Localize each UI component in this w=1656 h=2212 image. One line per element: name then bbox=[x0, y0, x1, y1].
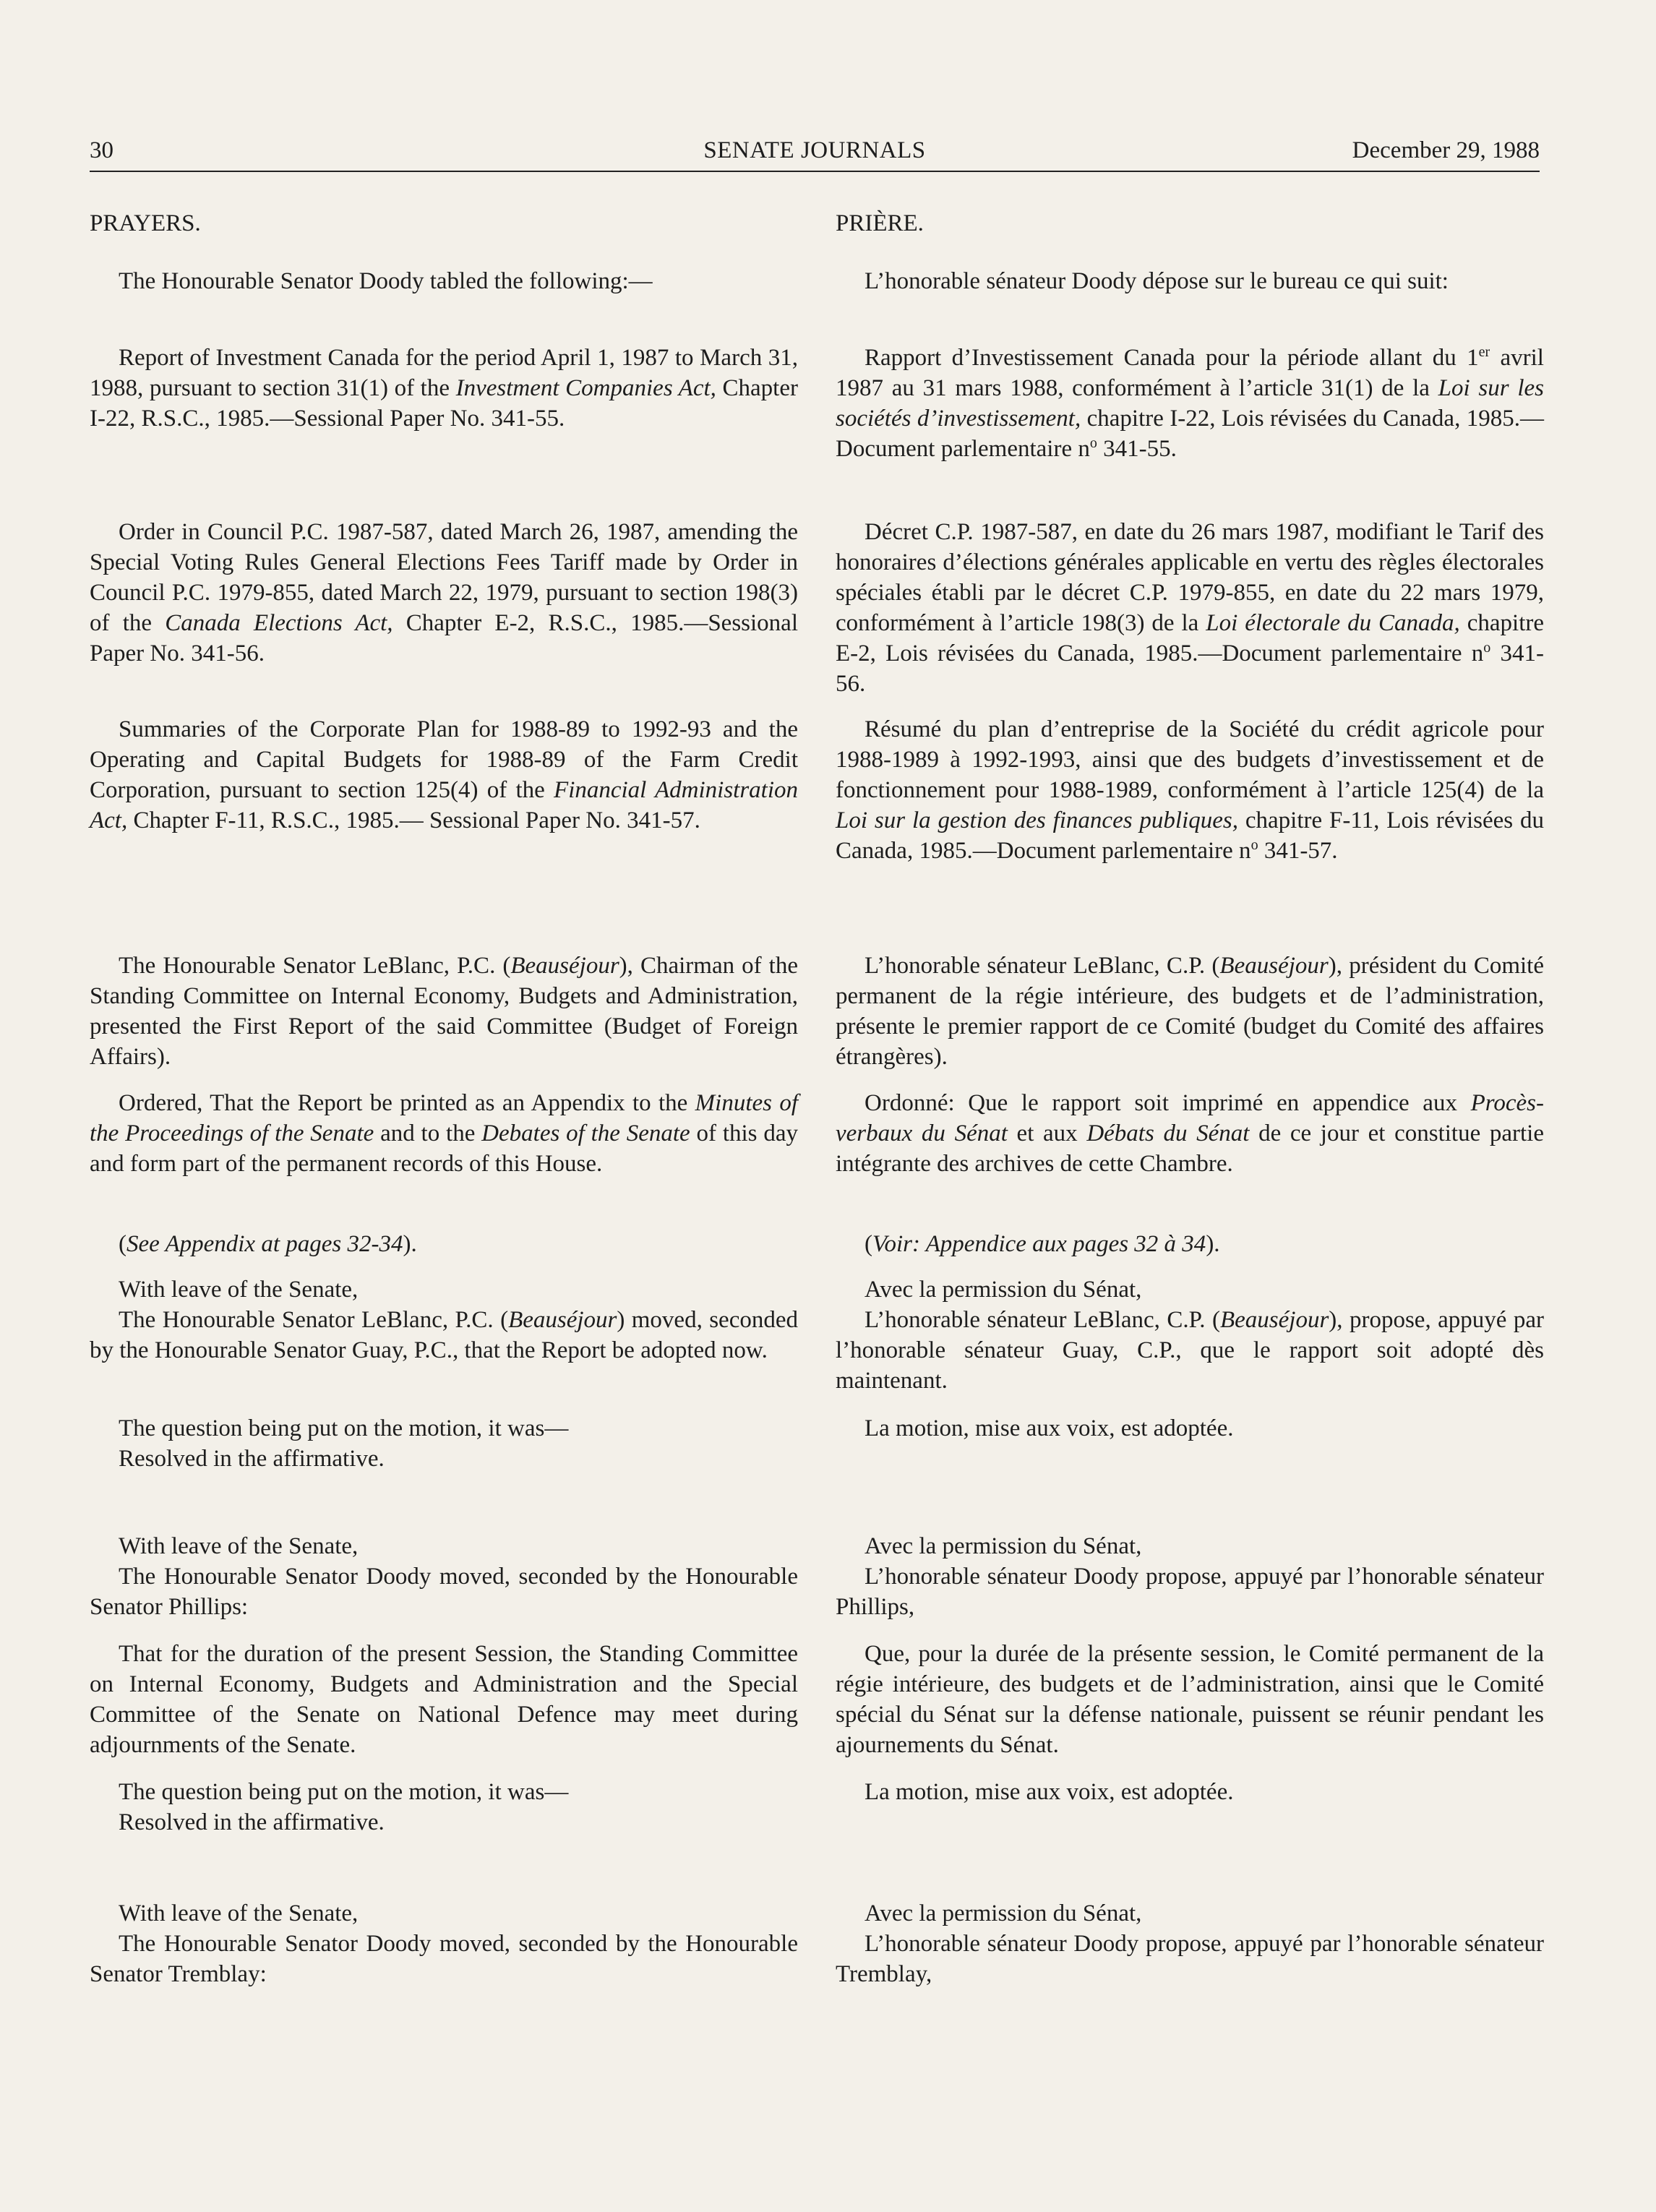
journal-date: December 29, 1988 bbox=[1352, 137, 1540, 163]
motion-tremblay: With leave of the Senate, The Honourable Senator Doody moved, seconded by the Honourable Senator Tremblay: bbox=[90, 1900, 798, 1987]
header-rule bbox=[90, 171, 1540, 172]
document-341-57: Résumé du plan d’entreprise de la Société du crédit agricole pour 1988-1989 à 1992-1993, ainsi que des budgets d’investissement et de fonctionnement pour 1988-1989, conformément à l’article 125(4) de la Loi sur la gestion des finances publiques, chapitre F-11, Lois révisées du Canada, 1985.—Document parlementaire $n^o$ 341-57. bbox=[836, 716, 1544, 864]
sessional-paper-341-55: Report of Investment Canada for the period April 1, 1987 to March 31, 1988, pursuant to section 31(1) of the Investment Companies Act, Chapter I-22, R.S.C., 1985.—Sessional Paper No. 341-55. bbox=[90, 345, 798, 432]
sessional-paper-341-57: Summaries of the Corporate Plan for 1988-89 to 1992-93 and the Operating and Capital Budgets for 1988-89 of the Farm Credit Corporation, pursuant to section 125(4) of the Financial Administration Act, Chapter F-11, R.S.C., 1985.— Sessional Paper No. 341-57. bbox=[90, 716, 799, 833]
motion-result-2-fr: La motion, mise aux voix, est adoptée. bbox=[865, 1779, 1234, 1805]
motion-result-1: The question being put on the motion, it was— Resolved in the affirmative. bbox=[119, 1415, 569, 1472]
tabled-intro: The Honourable Senator Doody tabled the following:— bbox=[119, 268, 653, 294]
motion-result-1-fr: La motion, mise aux voix, est adoptée. bbox=[865, 1415, 1234, 1441]
committee-report-paragraph: The Honourable Senator LeBlanc, P.C. (Beauséjour), Chairman of the Standing Committee on Internal Economy, Budgets and Administration, presented the First Report of the said Committee (Budget of Foreign Affairs). bbox=[90, 953, 798, 1070]
motion-tremblay-fr: Avec la permission du Sénat, L’honorable sénateur Doody propose, appuyé par l’honorable sénateur Tremblay, bbox=[836, 1900, 1544, 1987]
sessional-paper-341-56: Order in Council P.C. 1987-587, dated March 26, 1987, amending the Special Voting Rules General Elections Fees Tariff made by Order in Council P.C. 1979-855, dated March 22, 1979, pursuant to section 198(3) of the Canada Elections Act, Chapter E-2, R.S.C., 1985.—Sessional Paper No. 341-56. bbox=[90, 519, 798, 666]
see-appendix-note: (See Appendix at pages 32-34). bbox=[119, 1231, 417, 1257]
committee-report-paragraph-fr: L’honorable sénateur LeBlanc, C.P. (Beauséjour), président du Comité permanent de la régie intérieure, des budgets et de l’administration, présente le premier rapport de ce Comité (budget du Comité des affaires étrangères). bbox=[836, 953, 1544, 1070]
ordered-paragraph: Ordered, That the Report be printed as an Appendix to the Minutes of the Proceedings of the Senate and to the Debates of the Senate of this day and form part of the permanent records of this House. bbox=[90, 1090, 798, 1177]
prayers-heading: PRAYERS. bbox=[90, 210, 201, 236]
motion-committee-meetings-fr: Avec la permission du Sénat, L’honorable sénateur Doody propose, appuyé par l’honorable sénateur Phillips, bbox=[836, 1533, 1544, 1620]
motion-committee-text: That for the duration of the present Session, the Standing Committee on Internal Economy, Budgets and Administration and the Special Committee of the Senate on National Defence may meet during adjournments of the Senate. bbox=[90, 1641, 798, 1758]
tabled-intro-fr: L’honorable sénateur Doody dépose sur le bureau ce qui suit: bbox=[865, 268, 1449, 294]
motion-committee-text-fr: Que, pour la durée de la présente session, le Comité permanent de la régie intérieure, des budgets et de l’administration, ainsi que le Comité spécial du Sénat sur la défense nationale, puissent se réunir pendant les ajournements du Sénat. bbox=[836, 1641, 1544, 1758]
motion-committee-meetings: With leave of the Senate, The Honourable Senator Doody moved, seconded by the Honourable Senator Phillips: bbox=[90, 1533, 798, 1620]
voir-appendice-note: (Voir: Appendice aux pages 32 à 34). bbox=[865, 1231, 1220, 1257]
document-341-56: Décret C.P. 1987-587, en date du 26 mars 1987, modifiant le Tarif des honoraires d’élections générales applicable en vertu des règles électorales spéciales établi par le décret C.P. 1979-855, en date du 22 mars 1979, conformément à l’article 198(3) de la Loi électorale du Canada, chapitre E-2, Lois révisées du Canada, 1985.—Document parlementaire $n^o$ 341-56. bbox=[836, 519, 1545, 697]
motion-adopt-report: With leave of the Senate, The Honourable Senator LeBlanc, P.C. (Beauséjour) moved, seconded by the Honourable Senator Guay, P.C., that the Report be adopted now. bbox=[90, 1277, 798, 1363]
motion-result-2: The question being put on the motion, it was— Resolved in the affirmative. bbox=[119, 1779, 569, 1835]
document-341-55: Rapport d’Investissement Canada pour la période allant du 1er avril 1987 au 31 mars 1988, conformément à l’article 31(1) de la Loi sur les sociétés d’investissement, chapitre I-22, Lois révisées du Canada, 1985.—Document parlementaire $n^o$ 341-55. bbox=[836, 344, 1544, 462]
page-header bbox=[90, 132, 1540, 168]
priere-heading: PRIÈRE. bbox=[836, 210, 924, 236]
page-number: 30 bbox=[90, 137, 113, 163]
journal-title: SENATE JOURNALS bbox=[703, 137, 926, 163]
ordonne-paragraph: Ordonné: Que le rapport soit imprimé en appendice aux Procès-verbaux du Sénat et aux Débats du Sénat de ce jour et constitue partie intégrante des archives de cette Chambre. bbox=[836, 1090, 1544, 1177]
motion-adopt-report-fr: Avec la permission du Sénat, L’honorable sénateur LeBlanc, C.P. (Beauséjour), propose, appuyé par l’honorable sénateur Guay, C.P., que le rapport soit adopté dès maintenant. bbox=[836, 1277, 1545, 1394]
